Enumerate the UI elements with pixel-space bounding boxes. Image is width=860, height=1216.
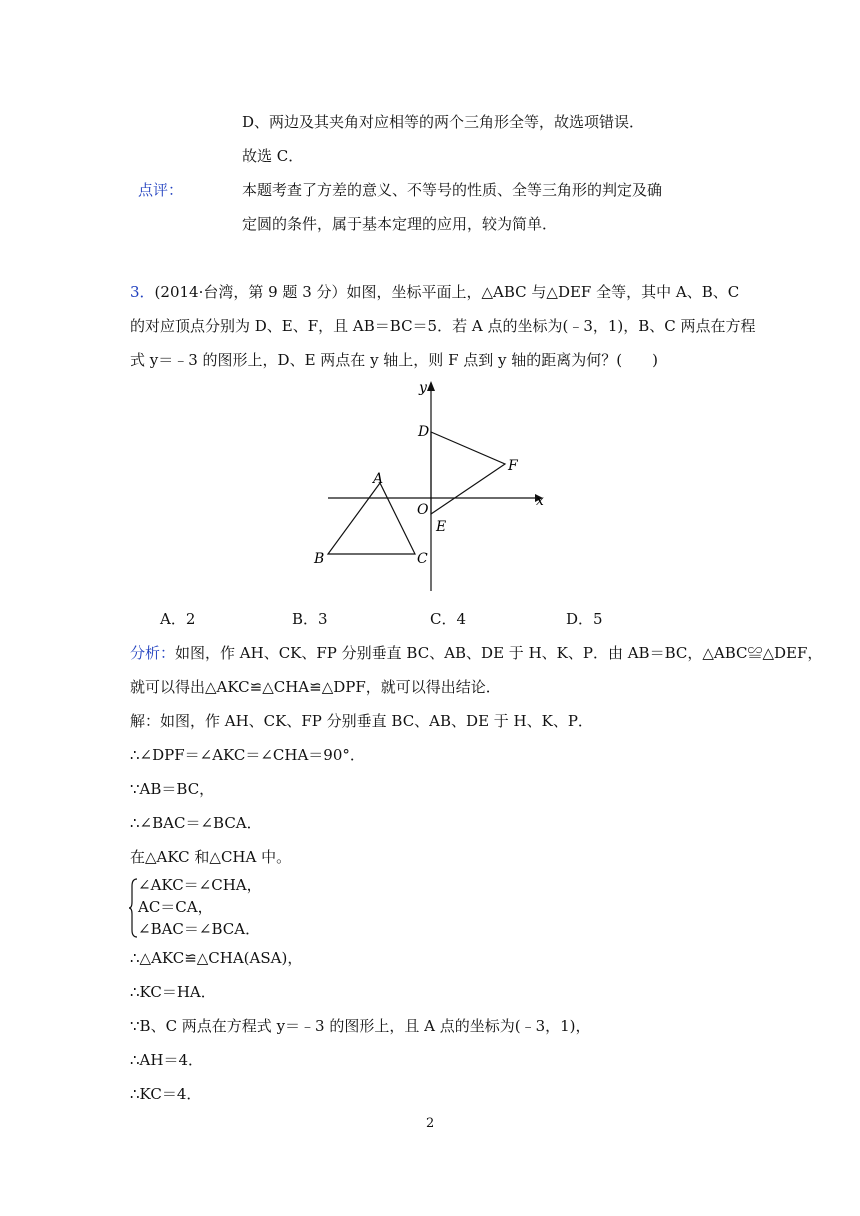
label-a: A xyxy=(373,471,384,487)
label-c: C xyxy=(417,551,428,567)
option-a: A．2 xyxy=(160,610,196,628)
y-axis-arrow-icon xyxy=(427,381,435,391)
solution-line-9: ∴AH＝4． xyxy=(130,1051,204,1069)
solution-line-8: ∵B、C 两点在方程式 y＝﹣3 的图形上，且 A 点的坐标为(﹣3，1)， xyxy=(130,1017,591,1035)
question-3-line-3: 式 y＝﹣3 的图形上，D、E 两点在 y 轴上，则 F 点到 y 轴的距离为何？( ) xyxy=(130,351,658,369)
coordinate-figure xyxy=(300,375,560,600)
comment-line-1: 本题考查了方差的意义、不等号的性质、全等三角形的判定及确 xyxy=(242,181,663,199)
option-c: C．4 xyxy=(430,610,467,628)
question-text-1: (2014·台湾，第 9 题 3 分）如图，坐标平面上，△ABC 与△DEF 全等，其中 A、B、C xyxy=(154,283,740,301)
label-y: y xyxy=(419,380,427,396)
question-3-line-2: 的对应顶点分别为 D、E、F，且 AB＝BC＝5．若 A 点的坐标为(﹣3，1)，B、C 两点在方程 xyxy=(130,317,756,335)
label-origin: O xyxy=(417,502,429,518)
equation-3: ∠BAC＝∠BCA． xyxy=(138,920,261,938)
label-b: B xyxy=(314,551,325,567)
solution-line-10: ∴KC＝4． xyxy=(130,1085,202,1103)
analysis-line-1 xyxy=(130,643,822,663)
comment-label: 点评： xyxy=(138,181,184,199)
question-number: 3． xyxy=(130,283,155,301)
label-x: x xyxy=(536,493,544,509)
triangle-def xyxy=(431,432,505,514)
option-b: B．3 xyxy=(292,610,328,628)
option-d: D．5 xyxy=(566,610,603,628)
prev-answer: 故选 C． xyxy=(242,147,304,165)
analysis-line-2: 就可以得出△AKC≌△CHA≌△DPF，就可以得出结论． xyxy=(130,678,501,696)
label-e: E xyxy=(436,519,447,535)
equation-2: AC＝CA， xyxy=(138,898,213,916)
system-brace-icon xyxy=(128,878,138,938)
equation-1: ∠AKC＝∠CHA， xyxy=(138,876,262,894)
triangle-abc xyxy=(328,483,415,554)
question-3-line-1 xyxy=(130,282,739,302)
solution-line-3: ∵AB＝BC， xyxy=(130,780,215,798)
solution-line-5: 在△AKC 和△CHA 中。 xyxy=(130,848,292,866)
comment-line-2: 定圆的条件，属于基本定理的应用，较为简单． xyxy=(242,215,558,233)
solution-line-1: 解：如图，作 AH、CK、FP 分别垂直 BC、AB、DE 于 H、K、P． xyxy=(130,712,593,730)
solution-line-2: ∴∠DPF＝∠AKC＝∠CHA＝90°． xyxy=(130,746,365,764)
prev-option-d-text: D、两边及其夹角对应相等的两个三角形全等，故选项错误． xyxy=(242,113,645,131)
label-d: D xyxy=(418,424,430,440)
analysis-label: 分析： xyxy=(130,644,176,662)
solution-line-6: ∴△AKC≌△CHA(ASA)， xyxy=(130,949,303,967)
solution-line-4: ∴∠BAC＝∠BCA． xyxy=(130,814,262,832)
solution-line-7: ∴KC＝HA． xyxy=(130,983,216,1001)
page-number: 2 xyxy=(426,1116,435,1131)
analysis-text-1: 如图，作 AH、CK、FP 分别垂直 BC、AB、DE 于 H、K、P．由 AB＝BC，△ABC≌△DEF， xyxy=(175,644,823,662)
label-f: F xyxy=(508,458,518,474)
